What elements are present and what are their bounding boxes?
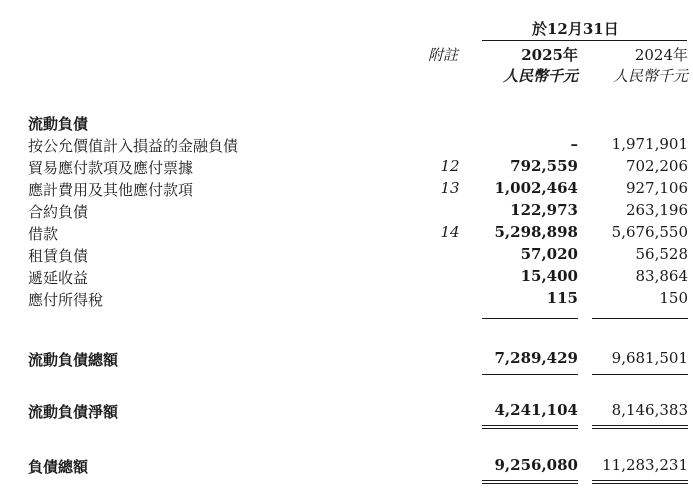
row-label: 租賃負債 — [28, 247, 89, 265]
subtotal-line-2024 — [592, 318, 688, 319]
section-title: 流動負債 — [28, 115, 89, 133]
row-value-2024: 263,196 — [625, 201, 688, 219]
row-value-2025: 5,298,898 — [494, 223, 578, 241]
row-value-2024: 5,676,550 — [611, 223, 688, 241]
double-line-top-2025 — [482, 425, 578, 426]
note-column-header: 附註 — [428, 46, 459, 64]
row-value-2024: 83,864 — [635, 267, 688, 285]
row-value-2024: 150 — [659, 289, 688, 307]
year-2025-header: 2025年 — [521, 46, 578, 64]
total-line-2025 — [482, 374, 578, 375]
row-value-2025: 115 — [546, 289, 578, 307]
net-current-liabilities-2024: 8,146,383 — [611, 401, 688, 419]
total-liabilities-2024: 11,283,231 — [602, 456, 688, 474]
row-value-2024: 56,528 — [635, 245, 688, 263]
double-line-top-2024 — [592, 480, 688, 481]
net-current-liabilities-label: 流動負債淨額 — [28, 403, 119, 421]
total-current-liabilities-label: 流動負債總額 — [28, 351, 119, 369]
total-liabilities-2025: 9,256,080 — [494, 456, 578, 474]
row-value-2024: 1,971,901 — [611, 135, 688, 153]
row-value-2025: – — [570, 135, 578, 153]
double-line-top-2024 — [592, 425, 688, 426]
row-label: 按公允價值計入損益的金融負債 — [28, 137, 239, 155]
row-note: 12 — [440, 157, 460, 175]
row-label: 應付所得稅 — [28, 291, 104, 309]
row-value-2025: 792,559 — [510, 157, 578, 175]
row-label: 應計費用及其他應付款項 — [28, 181, 194, 199]
double-line-bottom-2024 — [592, 483, 688, 484]
row-note: 13 — [440, 179, 460, 197]
row-label: 合約負債 — [28, 203, 89, 221]
row-value-2025: 1,002,464 — [494, 179, 578, 197]
double-line-top-2025 — [482, 480, 578, 481]
row-value-2025: 15,400 — [520, 267, 578, 285]
total-liabilities-label: 負債總額 — [28, 458, 89, 476]
total-current-liabilities-2024: 9,681,501 — [611, 349, 688, 367]
double-line-bottom-2024 — [592, 428, 688, 429]
total-line-2024 — [592, 374, 688, 375]
net-current-liabilities-2025: 4,241,104 — [494, 401, 578, 419]
unit-2025-header: 人民幣千元 — [502, 67, 578, 85]
double-line-bottom-2025 — [482, 483, 578, 484]
row-label: 借款 — [28, 225, 59, 243]
row-label: 遞延收益 — [28, 269, 89, 287]
total-current-liabilities-2025: 7,289,429 — [494, 349, 578, 367]
year-2024-header: 2024年 — [634, 46, 688, 64]
unit-2024-header: 人民幣千元 — [612, 67, 688, 85]
row-value-2024: 927,106 — [625, 179, 688, 197]
double-line-bottom-2025 — [482, 428, 578, 429]
row-value-2025: 57,020 — [520, 245, 578, 263]
row-value-2025: 122,973 — [510, 201, 578, 219]
subtotal-line-2025 — [482, 318, 578, 319]
period-underline — [482, 40, 687, 41]
row-label: 貿易應付款項及應付票據 — [28, 159, 194, 177]
period-heading: 於12月31日 — [532, 20, 619, 38]
row-value-2024: 702,206 — [625, 157, 688, 175]
row-note: 14 — [440, 223, 460, 241]
